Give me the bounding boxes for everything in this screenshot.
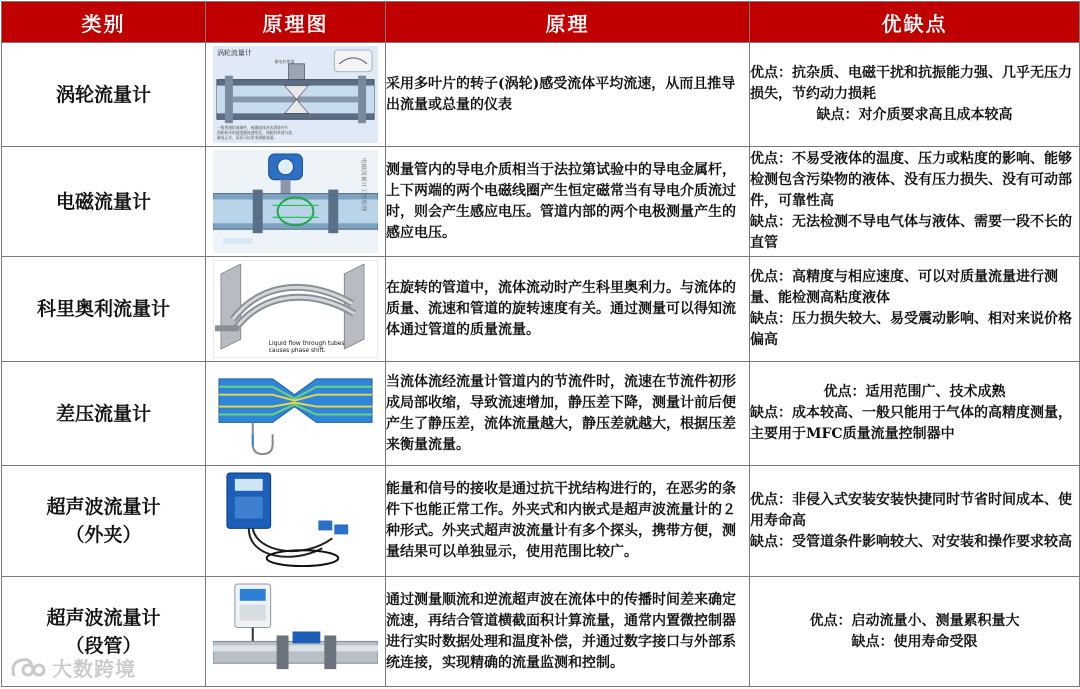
diagram-label: 电磁流量计工作原理 bbox=[360, 157, 368, 212]
diagram-caption: 涡轮转动的速度随流速变化，涡轮的转速与流 bbox=[216, 131, 293, 136]
pros-cons-cell bbox=[750, 362, 1080, 466]
table-row bbox=[2, 257, 1080, 362]
watermark bbox=[8, 653, 136, 682]
principle-cell bbox=[386, 466, 750, 577]
principle-cell bbox=[386, 43, 750, 147]
category-sublabel: （段管） bbox=[65, 634, 142, 657]
diagram-caption: 一般普通铝或铜件，被测流体冲击涡轮叶片 bbox=[216, 126, 289, 131]
table-row bbox=[2, 362, 1080, 466]
category-cell bbox=[2, 147, 206, 257]
header-row bbox=[2, 2, 1080, 43]
ultrasonic-clamp-on-photo bbox=[213, 469, 378, 573]
diagram-cell bbox=[206, 147, 386, 257]
principle-text: 在旋转的管道中，流体流动时产生科里奥利力。与流体的质量、流速和管道的旋转速度有关。通过测量可以得知流体通过管道的质量流量。 bbox=[386, 279, 736, 338]
principle-text: 采用多叶片的转子(涡轮)感受流体平均流速，从而且推导出流量或总量的仪表 bbox=[386, 75, 736, 113]
pros-text: 优点：启动流量小、测量累积量大 bbox=[809, 612, 1020, 629]
pros-text: 优点：不易受液体的温度、压力或粘度的影响、能够检测包含污染物的液体、没有压力损失、没有可动部件，可靠性高 bbox=[750, 151, 1072, 209]
principle-text: 测量管内的导电介质相当于法拉第试验中的导电金属杆，上下两端的两个电磁线圈产生恒定磁常当有导电介质流过时，则会产生感应电压。管道内部的两个电极测量产生的感应电压。 bbox=[386, 161, 736, 241]
category-cell bbox=[2, 43, 206, 147]
pros-cons-cell bbox=[750, 147, 1080, 257]
pros-cons-cell bbox=[750, 257, 1080, 362]
principle-cell bbox=[386, 577, 750, 687]
diagram-label: 磁电转换器 bbox=[274, 58, 295, 64]
diagram-cell bbox=[206, 577, 386, 687]
table-row bbox=[2, 43, 1080, 147]
table-row bbox=[2, 577, 1080, 687]
table-row bbox=[2, 466, 1080, 577]
principle-cell bbox=[386, 147, 750, 257]
diagram-cell bbox=[206, 257, 386, 362]
pros-cons-cell bbox=[750, 43, 1080, 147]
category-cell bbox=[2, 466, 206, 577]
ultrasonic-spool-photo bbox=[213, 580, 378, 683]
diagram-cell bbox=[206, 43, 386, 147]
pros-text: 优点：非侵入式安装安装快捷同时节省时间成本、使用寿命高 bbox=[750, 491, 1072, 529]
header-category: 类别 bbox=[2, 2, 206, 43]
category-label: 超声波流量计 bbox=[46, 496, 161, 518]
pros-text: 优点：适用范围广、技术成熟 bbox=[823, 384, 1006, 400]
coriolis-flowmeter-diagram bbox=[213, 260, 378, 358]
principle-text: 当流体流经流量计管道内的节流件时，流速在节流件初形成局部收缩，导致流速增加，静压差下降，测量计前后便产生了静压差，流体流量越大，静压差就越大，根据压差来衡量流量。 bbox=[386, 373, 736, 453]
cons-text: 缺点：压力损失较大、易受震动影响、相对来说价格偏高 bbox=[750, 311, 1072, 348]
diagram-cell bbox=[206, 362, 386, 466]
category-label: 科里奥利流量计 bbox=[36, 298, 170, 320]
pros-cons-cell bbox=[750, 466, 1080, 577]
turbine-flowmeter-diagram bbox=[213, 46, 378, 143]
category-sublabel: （外夹） bbox=[65, 524, 142, 546]
diagram-caption: Liquid flow through tubes bbox=[268, 340, 345, 348]
table-row bbox=[2, 147, 1080, 257]
pros-text: 优点：高精度与相应速度、可以对质量流量进行测量、能检测高粘度液体 bbox=[750, 269, 1058, 306]
diagram-cell bbox=[206, 466, 386, 577]
brand-logo-icon bbox=[8, 654, 48, 682]
pros-text: 优点：抗杂质、电磁干扰和抗振能力强、几乎无压力损失，节约动力损耗 bbox=[750, 65, 1072, 102]
diagram-caption: causes phase shift. bbox=[268, 347, 326, 355]
diagram-title: 涡轮流量计 bbox=[216, 48, 252, 57]
electromagnetic-flowmeter-diagram bbox=[213, 150, 378, 253]
principle-cell bbox=[386, 362, 750, 466]
diagram-caption: 量成正比，因而可以用来测量流量。 bbox=[216, 136, 278, 141]
header-pros-cons: 优缺点 bbox=[750, 2, 1080, 43]
category-cell bbox=[2, 257, 206, 362]
principle-text: 通过测量顺流和逆流超声波在流体中的传播时间差来确定流速，再结合管道横截面积计算流量，通常内置微控制器进行实时数据处理和温度补偿，并通过数字接口与外部系统连接，实现精确的流量监测和控制。 bbox=[386, 591, 736, 671]
watermark-text: 大数跨境 bbox=[52, 657, 136, 681]
flowmeter-comparison-table bbox=[1, 1, 1080, 687]
cons-text: 缺点：成本较高、一般只能用于气体的高精度测量，主要用于MFC质量流量控制器中 bbox=[750, 405, 1072, 442]
header-principle: 原理 bbox=[386, 2, 750, 43]
cons-text: 缺点：对介质要求高且成本较高 bbox=[816, 107, 1013, 123]
category-label: 差压流量计 bbox=[55, 402, 151, 425]
cons-text: 缺点：使用寿命受限 bbox=[851, 633, 978, 650]
principle-text: 能量和信号的接收是通过抗干扰结构进行的，在恶劣的条件下也能正常工作。外夹式和内嵌式是超声波流量计的２种形式。外夹式超声波流量计有多个探头，携带方便，测量结果可以单独显示，使用范围比较广。 bbox=[386, 481, 736, 560]
category-label: 涡轮流量计 bbox=[55, 83, 151, 106]
category-label: 电磁流量计 bbox=[55, 190, 151, 213]
category-label: 超声波流量计 bbox=[46, 606, 161, 629]
principle-cell bbox=[386, 257, 750, 362]
header-diagram: 原理图 bbox=[206, 2, 386, 43]
cons-text: 缺点：无法检测不导电气体与液体、需要一段不长的直管 bbox=[750, 214, 1072, 251]
cons-text: 缺点：受管道条件影响较大、对安装和操作要求较高 bbox=[750, 533, 1072, 550]
differential-pressure-diagram bbox=[213, 365, 378, 462]
pros-cons-cell bbox=[750, 577, 1080, 687]
category-cell bbox=[2, 362, 206, 466]
